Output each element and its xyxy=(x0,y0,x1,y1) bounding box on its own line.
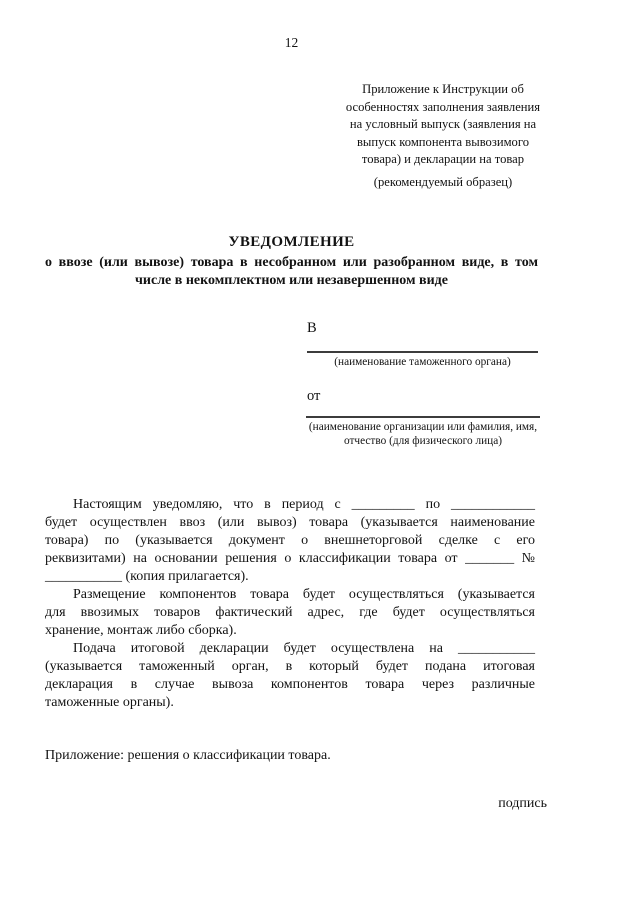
appendix-note-line: на условный выпуск (заявления на xyxy=(349,117,537,132)
body-text-line: будет осуществлен ввоз (или вывоз) товара (указывается наименование xyxy=(45,515,535,530)
appendix-note-line: особенностях заполнения заявления xyxy=(345,99,541,114)
form-from-caption-line: (наименование организации или фамилия, имя, xyxy=(308,421,538,433)
form-to-caption: (наименование таможенного органа) xyxy=(334,356,511,368)
subtitle-line: числе в некомплектном или незавершенном виде xyxy=(135,273,448,288)
body-text-line: хранение, монтаж либо сборка). xyxy=(45,623,237,638)
body-text-line: ___________ (копия прилагается). xyxy=(45,569,249,584)
form-from-caption xyxy=(296,421,550,448)
appendix-note-lines xyxy=(336,81,550,169)
form-to-blank-line xyxy=(307,351,538,353)
body-text-line: Подача итоговой декларации будет осуществлена на ___________ xyxy=(73,641,535,656)
form-to-label: В xyxy=(307,320,317,336)
body-text-line: товара) по (указывается документ о внешнеторговой сделке с его xyxy=(45,533,535,548)
body-text-line: реквизитами) на основании решения о классификации товара от _______ № xyxy=(45,551,535,566)
subtitle-line: о ввозе (или вывозе) товара в несобранном или разобранном виде, в том xyxy=(45,255,538,270)
sample-note: (рекомендуемый образец) xyxy=(373,174,513,189)
attachment-note: Приложение: решения о классификации товара. xyxy=(45,748,331,763)
page-number: 12 xyxy=(284,35,299,50)
appendix-note xyxy=(336,81,550,192)
body-text-line: для ввозимых товаров фактический адрес, где будет осуществляться xyxy=(45,605,535,620)
body-text xyxy=(45,496,535,712)
body-text-line: Размещение компонентов товара будет осуществляться (указывается xyxy=(73,587,535,602)
document-title: УВЕДОМЛЕНИЕ xyxy=(228,234,355,250)
body-text-line: (указывается таможенный орган, в который будет подана итоговая xyxy=(45,659,535,674)
body-text-line: Настоящим уведомляю, что в период с _________ по ____________ xyxy=(73,497,535,512)
form-from-label: от xyxy=(307,388,321,404)
document-subtitle xyxy=(45,254,538,290)
signature-label: подпись xyxy=(498,796,547,811)
title-block xyxy=(45,234,538,290)
form-from-caption-line: отчество (для физического лица) xyxy=(343,434,503,447)
appendix-note-line: Приложение к Инструкции об xyxy=(362,82,524,96)
body-text-line: таможенные органы). xyxy=(45,695,174,710)
form-from-blank-line xyxy=(306,416,540,418)
body-text-line: декларация в случае вывоза компонентов товара через различные xyxy=(45,677,535,692)
appendix-note-line: выпуск компонента вывозимого xyxy=(356,134,529,149)
appendix-note-line: товара) и декларации на товар xyxy=(361,152,525,167)
